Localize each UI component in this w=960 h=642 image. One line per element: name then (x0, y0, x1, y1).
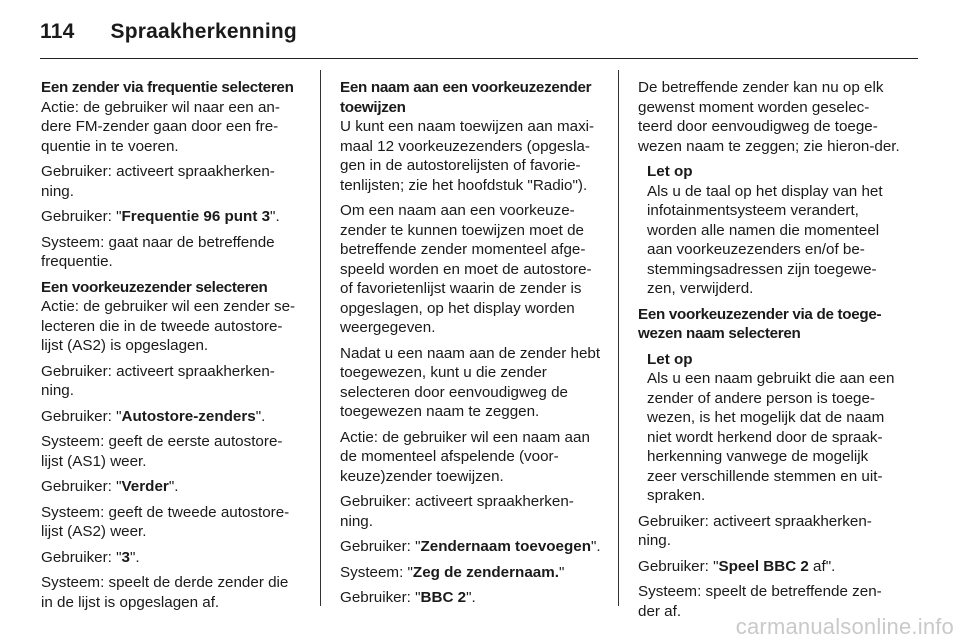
column-divider-1 (320, 70, 321, 606)
voice-command: BBC 2 (420, 589, 467, 606)
paragraph: Gebruiker: activeert spraakherken-ning. (638, 512, 872, 549)
note-block (638, 162, 900, 299)
note-block (638, 350, 900, 506)
header-rule (40, 58, 918, 59)
section-heading-preset: Een voorkeuzezender selecteren (41, 278, 268, 296)
column-1 (41, 78, 303, 618)
voice-command: Zeg de zendernaam. (412, 563, 559, 581)
text: ". (591, 538, 601, 555)
page-title: Spraakherkenning (110, 20, 297, 43)
command-line (340, 563, 602, 583)
watermark: carmanualsonline.info (735, 614, 954, 639)
text: Gebruiker: " (41, 548, 122, 566)
paragraph: Actie: de gebruiker wil naar een an-dere FM-zender gaan door een fre-quentie in te voeren. (41, 98, 280, 155)
note-heading: Let op (647, 163, 693, 180)
command-line (41, 407, 303, 427)
paragraph: Systeem: speelt de betreffende zen-der af. (638, 583, 882, 620)
paragraph: Actie: de gebruiker wil een naam aan de momenteel afspelende (voor-keuze)zender toewijzen. (340, 428, 590, 485)
text: Gebruiker: " (41, 478, 122, 495)
text: af". (808, 557, 836, 575)
voice-command: Verder (121, 478, 169, 495)
column-divider-2 (618, 70, 619, 606)
text: Gebruiker: " (340, 589, 421, 606)
text: ". (168, 478, 179, 495)
text: Gebruiker: " (638, 557, 719, 575)
section-heading-frequency: Een zender via frequentie selecteren (41, 79, 294, 96)
text: ". (129, 548, 140, 566)
voice-command: Autostore-zenders (121, 407, 256, 425)
page-number: 114 (40, 20, 75, 43)
command-line (638, 557, 900, 577)
command-line (41, 207, 303, 227)
column-3 (638, 78, 900, 627)
page-header (40, 20, 297, 44)
paragraph: Actie: de gebruiker wil een zender se-lecteren die in de tweede autostore-lijst (AS2) is opgeslagen. (41, 298, 296, 354)
paragraph: Om een naam aan een voorkeuze-zender te kunnen toewijzen moet de betreffende zender momenteel afge-speeld worden en moet de autostore-of favorietenlijst waarin de zender is opgeslagen, op het display worden weergegeven. (340, 202, 592, 336)
paragraph: U kunt een naam toewijzen aan maxi-maal 12 voorkeuzezenders (opgesla-gen in de autostorelijsten of favorie-tenlijsten; zie het hoofdstuk "Radio"). (340, 118, 595, 194)
voice-command: Zendernaam toevoegen (420, 538, 591, 555)
text: Gebruiker: " (41, 407, 122, 425)
section-heading-assign-name: Een naam aan een voorkeuzezender toewijzen (340, 79, 592, 116)
paragraph: De betreffende zender kan nu op elk gewenst moment worden geselec-teerd door eenvoudigweg de toege-wezen naam te zeggen; zie hieron-der. (638, 79, 900, 155)
paragraph: Gebruiker: activeert spraakherken-ning. (340, 493, 574, 530)
paragraph: Gebruiker: activeert spraakherken-ning. (41, 163, 275, 200)
voice-command: Frequentie 96 punt 3 (121, 208, 271, 225)
command-line (41, 477, 303, 497)
text: Gebruiker: " (340, 538, 421, 555)
paragraph: Systeem: geeft de eerste autostore-lijst (AS1) weer. (41, 433, 283, 470)
command-line (41, 548, 303, 568)
text: ". (270, 208, 280, 225)
section-heading-select-by-name: Een voorkeuzezender via de toege-wezen naam selecteren (638, 305, 882, 342)
note-body: Als u een naam gebruikt die aan een zender of andere person is toege-wezen, is het mogelijk dat de naam niet wordt herkend door de spraak-herkenning vanwege de mogelijk zeer verschillende stemmen en uit-spraken. (647, 370, 895, 504)
command-line (340, 588, 602, 608)
text: Systeem: " (340, 563, 413, 581)
paragraph: Gebruiker: activeert spraakherken-ning. (41, 362, 275, 399)
text: Gebruiker: " (41, 208, 122, 225)
note-body: Als u de taal op het display van het infotainmentsysteem verandert, worden alle namen die momenteel aan voorkeuzezenders en/of be-stemmingsadressen zijn toegewe-zen, verwijderd. (647, 182, 883, 297)
note-heading: Let op (647, 350, 693, 368)
voice-command: Speel BBC 2 (718, 557, 809, 575)
text: " (558, 563, 565, 581)
paragraph: Systeem: speelt de derde zender die in de lijst is opgeslagen af. (41, 574, 289, 611)
command-line (340, 537, 602, 557)
text: ". (255, 407, 266, 425)
voice-command: 3 (121, 548, 130, 566)
text: ". (466, 589, 476, 606)
column-2 (340, 78, 602, 614)
paragraph: Systeem: gaat naar de betreffende frequentie. (41, 233, 275, 270)
paragraph: Systeem: geeft de tweede autostore-lijst (AS2) weer. (41, 503, 290, 540)
paragraph: Nadat u een naam aan de zender hebt toegewezen, kunt u die zender selecteren door eenvoudigweg de toegewezen naam te zeggen. (340, 344, 601, 420)
